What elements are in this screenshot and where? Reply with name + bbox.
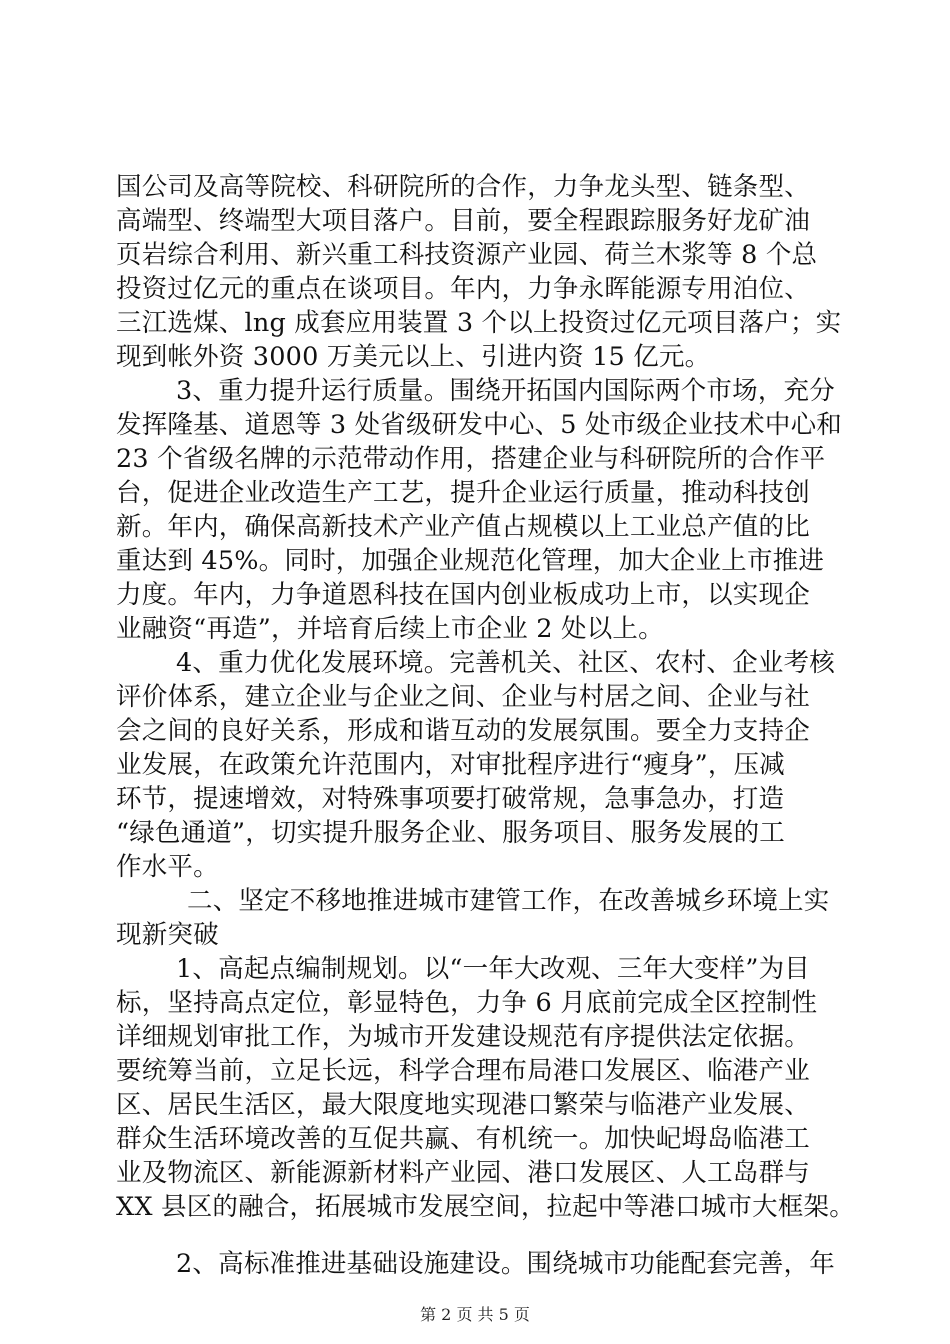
text-line: 作水平。 [116, 852, 219, 882]
text-line: 23 个省级名牌的示范带动作用，搭建企业与科研院所的合作平 [116, 444, 826, 474]
text-line: 页岩综合利用、新兴重工科技资源产业园、荷兰木浆等 8 个总 [116, 240, 818, 270]
text-line: 重达到 45%。同时，加强企业规范化管理，加大企业上市推进 [116, 546, 825, 576]
text-line: 群众生活环境改善的互促共赢、有机统一。加快屺坶岛临港工 [116, 1124, 810, 1154]
text-line: 会之间的良好关系，形成和谐互动的发展氛围。要全力支持企 [116, 716, 810, 746]
text-line: 要统筹当前，立足长远，科学合理布局港口发展区、临港产业 [116, 1056, 810, 1086]
text-line: 三江选煤、lng 成套应用装置 3 个以上投资过亿元项目落户；实 [116, 308, 842, 338]
text-line: 标，坚持高点定位，彰显特色，力争 6 月底前完成全区控制性 [116, 988, 818, 1018]
text-line: 业发展，在政策允许范围内，对审批程序进行“瘦身”，压减 [116, 750, 785, 780]
text-line: 力度。年内，力争道恩科技在国内创业板成功上市，以实现企 [116, 580, 810, 610]
text-line: 评价体系，建立企业与企业之间、企业与村居之间、企业与社 [116, 682, 810, 712]
text-line: “绿色通道”，切实提升服务企业、服务项目、服务发展的工 [116, 818, 785, 848]
text-line: 投资过亿元的重点在谈项目。年内，力争永晖能源专用泊位、 [116, 274, 810, 304]
paragraph-heading-1: 1、高起点编制规划。以“一年大改观、三年大变样”为目 [176, 954, 810, 984]
text-line: 业融资“再造”，并培育后续上市企业 2 处以上。 [116, 614, 664, 644]
text-line: 新。年内，确保高新技术产业产值占规模以上工业总产值的比 [116, 512, 810, 542]
text-line: XX 县区的融合，拓展城市发展空间，拉起中等港口城市大框架。 [116, 1192, 855, 1222]
section-heading-2-cont: 现新突破 [116, 920, 219, 950]
text-line: 高端型、终端型大项目落户。目前，要全程跟踪服务好龙矿油 [116, 206, 810, 236]
paragraph-heading-3: 3、重力提升运行质量。围绕开拓国内国际两个市场，充分 [176, 376, 835, 406]
paragraph-heading-2: 2、高标准推进基础设施建设。围绕城市功能配套完善，年 [176, 1249, 835, 1279]
text-line: 发挥隆基、道恩等 3 处省级研发中心、5 处市级企业技术中心和 [116, 410, 842, 440]
paragraph-heading-4: 4、重力优化发展环境。完善机关、社区、农村、企业考核 [176, 648, 835, 678]
text-line: 国公司及高等院校、科研院所的合作，力争龙头型、链条型、 [116, 172, 810, 202]
text-line: 区、居民生活区，最大限度地实现港口繁荣与临港产业发展、 [116, 1090, 810, 1120]
text-line: 现到帐外资 3000 万美元以上、引进内资 15 亿元。 [116, 342, 711, 372]
text-line: 详细规划审批工作，为城市开发建设规范有序提供法定依据。 [116, 1022, 810, 1052]
page-footer: 第 2 页 共 5 页 [420, 1305, 530, 1324]
text-line: 台，促进企业改造生产工艺，提升企业运行质量，推动科技创 [116, 478, 810, 508]
section-heading-2: 二、坚定不移地推进城市建管工作，在改善城乡环境上实 [187, 886, 830, 916]
text-line: 环节，提速增效，对特殊事项要打破常规，急事急办，打造 [116, 784, 785, 814]
text-line: 业及物流区、新能源新材料产业园、港口发展区、人工岛群与 [116, 1158, 810, 1188]
